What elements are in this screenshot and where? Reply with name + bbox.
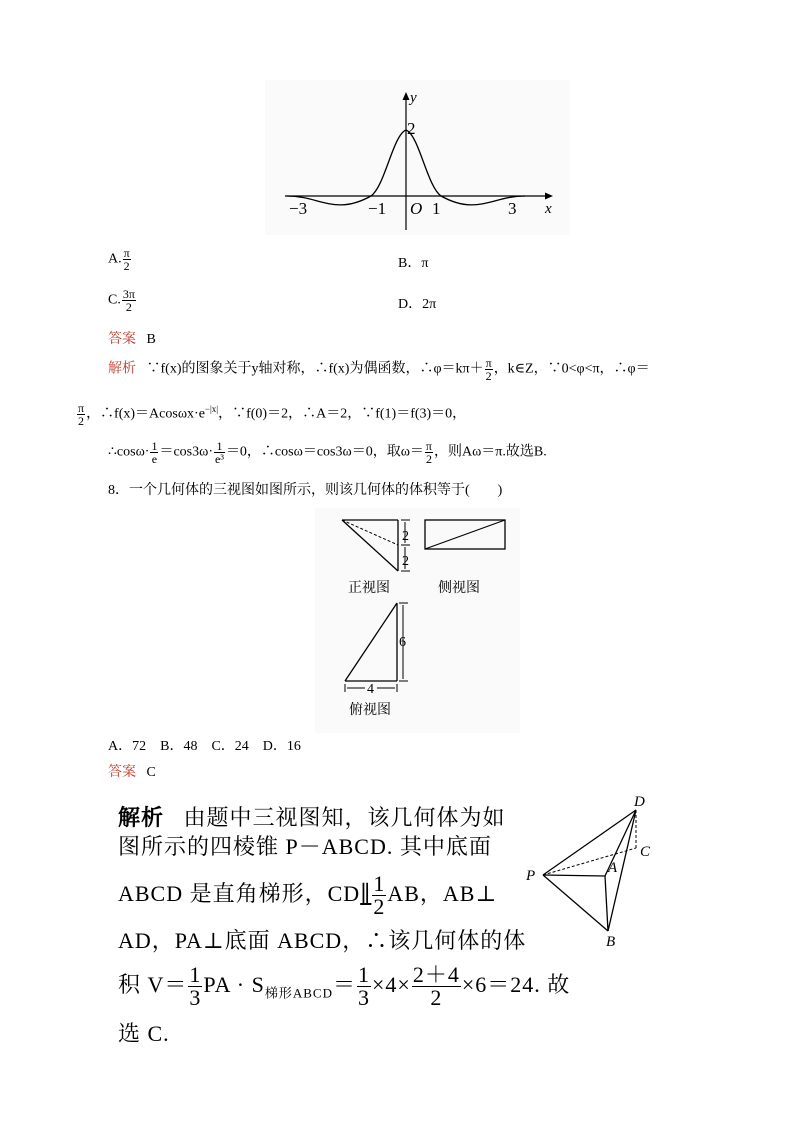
function-graph	[265, 80, 570, 235]
side-view	[425, 520, 505, 549]
solution-line3: ABCD 是直角梯形，CD∥ $\frac{1}{2}$ AB，AB⊥	[118, 871, 498, 920]
q8-answer	[108, 764, 156, 782]
vertex-A: A	[608, 860, 618, 876]
frac-3pi-over-2: $\frac{3\pi}{2}$	[122, 287, 135, 314]
edge-AB	[605, 876, 608, 931]
q8-options: A．72 B．48 C．24 D．16	[108, 739, 301, 754]
edge-PD	[543, 810, 636, 875]
x-tick-1: 1	[432, 199, 441, 218]
dim-4: 4	[367, 682, 374, 697]
q8-question: 8．一个几何体的三视图如图所示，则该几何体的体积等于( )	[108, 483, 503, 498]
y-label: y	[410, 90, 417, 106]
vertex-D: D	[634, 794, 645, 810]
q7-option-c: C. $\frac{3\pi}{2}$	[108, 287, 135, 314]
q7-analysis-line1: 解析 ∵f(x)的图象关于y轴对称，∴f(x)为偶函数，∴φ＝kπ＋ $\frac{\pi}{2}$ ，k∈Z，∵0<φ<π，∴φ＝	[108, 356, 650, 383]
origin-label: O	[410, 199, 423, 218]
frac-pi-over-2: $\frac{\pi}{2}$	[123, 246, 130, 273]
top-view-label: 俯视图	[349, 703, 391, 718]
q7-option-d: D．2π	[398, 297, 437, 312]
edge-PA	[543, 875, 605, 876]
x-tick-neg1: −1	[368, 199, 387, 218]
y-axis-arrow	[403, 92, 410, 100]
side-view-label: 侧视图	[438, 581, 480, 596]
x-tick-3: 3	[508, 199, 517, 218]
analysis-label: 解析	[108, 361, 136, 377]
dim-6: 6	[399, 635, 406, 650]
dim-2-upper: 2	[402, 529, 409, 544]
x-tick-neg3: −3	[289, 199, 308, 218]
solution-line6: 选 C.	[118, 1021, 170, 1046]
solution-line1: 解析 由题中三视图知，该几何体为如	[118, 805, 506, 830]
y-tick-2: 2	[407, 119, 416, 138]
pyramid-svg	[520, 790, 670, 950]
solution-line5: 积 V＝ $\frac{1}{3}$ PA · $S_{梯形ABCD}=$ $\frac{1}{3}$ ×4× $\frac{2+4}{2}$ ×6＝24. 故	[118, 962, 571, 1011]
q7-option-a: A. $\frac{\pi}{2}$	[108, 246, 130, 273]
vertex-B: B	[606, 934, 616, 950]
dim-2-lower: 2	[402, 554, 409, 569]
answer-value: C	[146, 765, 156, 780]
solution-label: 解析	[118, 805, 165, 830]
top-view	[345, 603, 408, 697]
answer-label: 答案	[108, 765, 136, 780]
three-views-svg	[315, 508, 520, 733]
solution-line2: 图所示的四棱锥 P－ABCD. 其中底面	[118, 834, 492, 859]
edge-PB	[543, 875, 608, 931]
front-view	[342, 520, 410, 571]
q7-option-b: B．π	[398, 256, 429, 271]
answer-label: 答案	[108, 332, 136, 347]
pyramid-figure	[520, 790, 670, 950]
solution-line4: AD，PA⊥底面 ABCD，∴该几何体的体	[118, 928, 527, 953]
vertex-C: C	[640, 844, 651, 860]
x-axis-arrow	[545, 193, 553, 200]
q7-answer	[108, 331, 156, 349]
vertex-P: P	[526, 868, 536, 884]
graph-svg	[265, 80, 570, 235]
three-views-figure	[315, 508, 520, 733]
front-view-label: 正视图	[348, 581, 390, 596]
q7-analysis-line3: ∴cosω· $\frac{1}{e}$ ＝cos3ω· $\frac{1}{\text{e³}}$ ＝0，∴cosω＝cos3ω＝0，取ω＝ $\frac{\pi}{2}$ ，则Aω＝π.故选B.	[108, 439, 547, 466]
q7-analysis-line2: $\frac{\pi}{2}$ ，$\therefore f(x)=Acos\omega x\cdot e^{-|x|}$，∵f(0)＝2，∴A＝2，∵f(1)＝f(3)＝0，	[78, 400, 467, 428]
answer-value: B	[146, 332, 156, 347]
x-label: x	[545, 201, 552, 217]
